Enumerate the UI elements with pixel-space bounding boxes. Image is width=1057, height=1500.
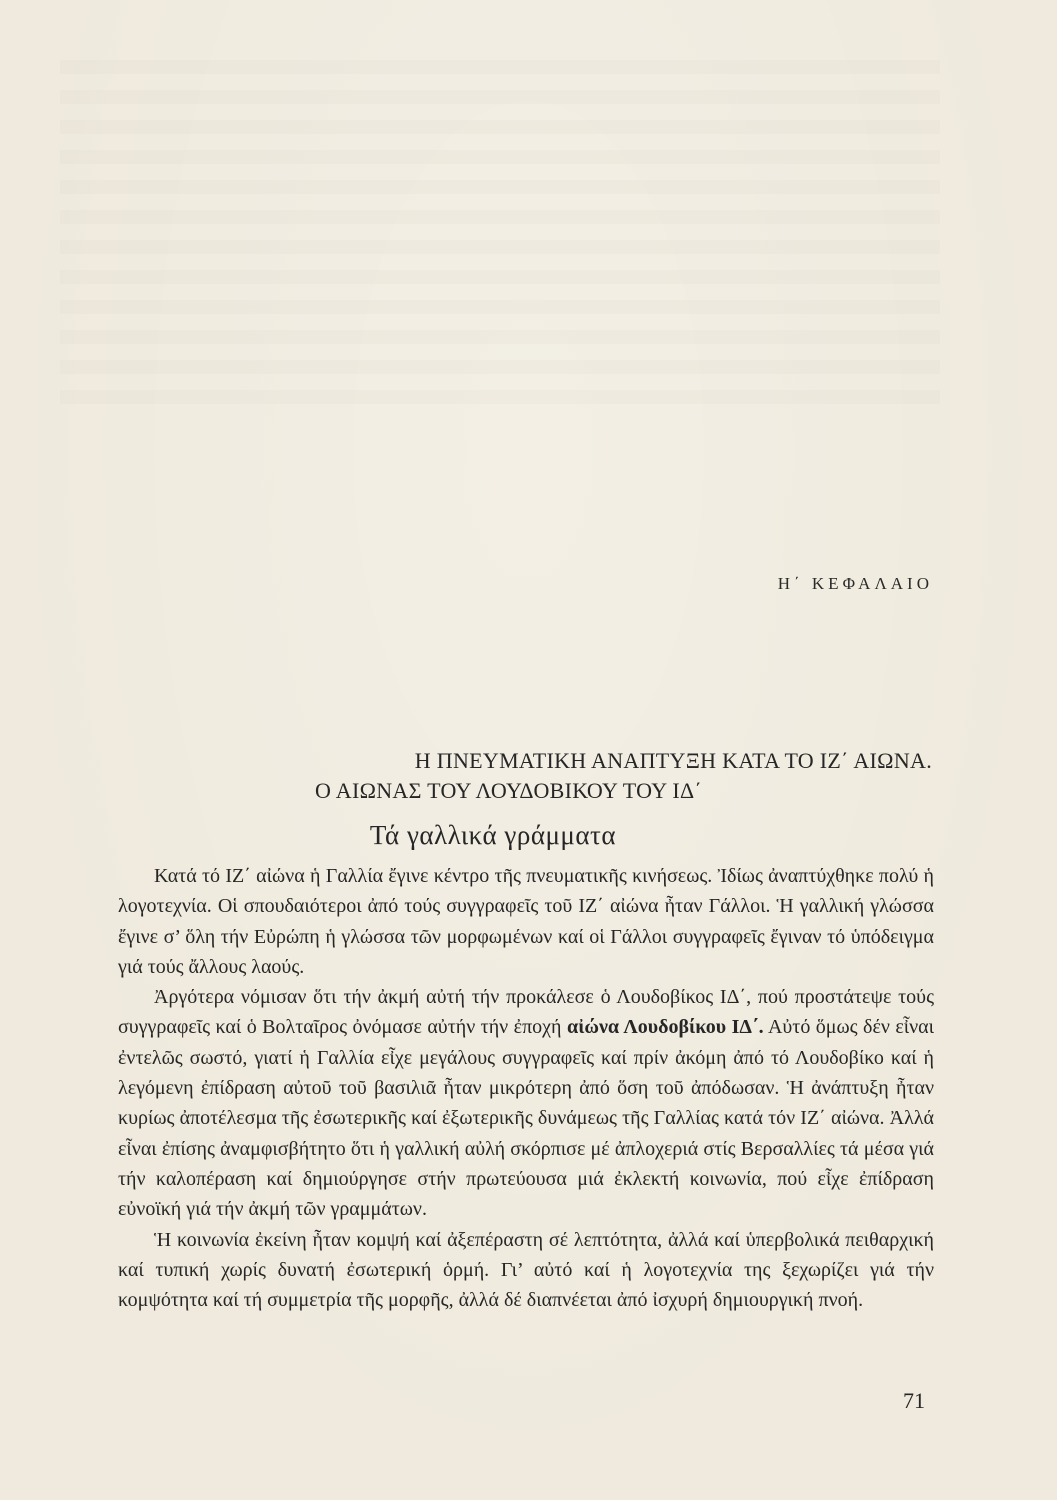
chapter-label: Η΄ ΚΕΦΑΛΑΙΟ (777, 574, 933, 593)
section-title: Τά γαλλικά γράμματα (369, 820, 617, 850)
paragraph-2-end: Αὐτό ὅμως δέν εἶναι ἐντελῶς σωστό, γιατί ἡ Γαλλία εἶχε μεγάλους συγγραφεῖς καί πρίν ἀκόμη ἀπό τό Λουδοβίκο καί ἡ λεγόμενη ἐπίδραση αὐτοῦ τοῦ βασιλιᾶ ἦταν μικρότερη ἀπό ὅση τοῦ ἀπόδωσαν. Ἡ ἀνάπτυξη ἦταν κυρίως ἀποτέλεσμα τῆς ἐσωτερικῆς καί ἐξωτερικῆς δυνάμεως τῆς Γαλλίας κατά τόν ΙΖ΄ αἰώνα. Ἀλλά εἶναι ἐπίσης ἀναμφισβήτητο ὅτι ἡ γαλλική αὐλή σκόρπισε μέ ἀπλοχεριά στίς Βερσαλλίες τά μέσα γιά τήν καλοπέραση καί δημιούργησε στήν πρωτεύουσα μιά ἐκλεκτή κοινωνία, πού εἶχε ἐπίδραση εὐνοϊκή γιά τήν ἀκμή τῶν γραμμάτων. (118, 1016, 935, 1221)
paragraph-1: Κατά τό ΙΖ΄ αἰώνα ἡ Γαλλία ἔγινε κέντρο τῆς πνευματικῆς κινήσεως. Ἰδίως ἀναπτύχθηκε πολύ ἡ λογοτεχνία. Οἱ σπουδαιότεροι ἀπό τούς συγγραφεῖς τοῦ ΙΖ΄ αἰώνα ἦταν Γάλλοι. Ἡ γαλλική γλώσσα ἔγινε σ’ ὅλη τήν Εὐρώπη ἡ γλώσσα τῶν μορφωμένων καί οἱ Γάλλοι συγγραφεῖς ἔγιναν τό ὑπόδειγμα γιά τούς ἄλλους λαούς. (118, 865, 934, 978)
body-text (118, 861, 934, 1315)
paragraph-2 (118, 982, 934, 1224)
show-through-text (60, 60, 940, 420)
page-number: 71 (903, 1388, 925, 1413)
paragraph-2-start: Ἀργότερα νόμισαν ὅτι τήν ἀκμή αὐτή τήν προκάλεσε ὁ Λουδοβίκος ΙΔ΄, πού προστάτεψε τούς συγγραφεῖς καί ὁ Βολταῖρος ὀνόμασε αὐτήν τήν ἐποχή (118, 986, 934, 1039)
heading-line-2: Ο ΑΙΩΝΑΣ ΤΟΥ ΛΟΥΔΟΒΙΚΟΥ ΤΟΥ ΙΔ΄ (315, 778, 703, 803)
chapter-heading (130, 746, 932, 806)
paragraph-2-emphasis: αἰώνα Λουδοβίκου ΙΔ΄. (566, 1016, 764, 1039)
heading-line-1: Η ΠΝΕΥΜΑΤΙΚΗ ΑΝΑΠΤΥΞΗ ΚΑΤΑ ΤΟ ΙΖ΄ ΑΙΩΝΑ. (414, 748, 932, 773)
paragraph-3: Ἡ κοινωνία ἐκείνη ἦταν κομψή καί ἀξεπέραστη σέ λεπτότητα, ἀλλά καί ὑπερβολικά πειθαρχική καί τυπική χωρίς δυνατή ἐσωτερική ὁρμή. Γι’ αὐτό καί ἡ λογοτεχνία της ξεχωρίζει γιά τήν κομψότητα καί τή συμμετρία τῆς μορφῆς, ἀλλά δέ διαπνέεται ἀπό ἰσχυρή δημιουργική πνοή. (118, 1228, 934, 1312)
